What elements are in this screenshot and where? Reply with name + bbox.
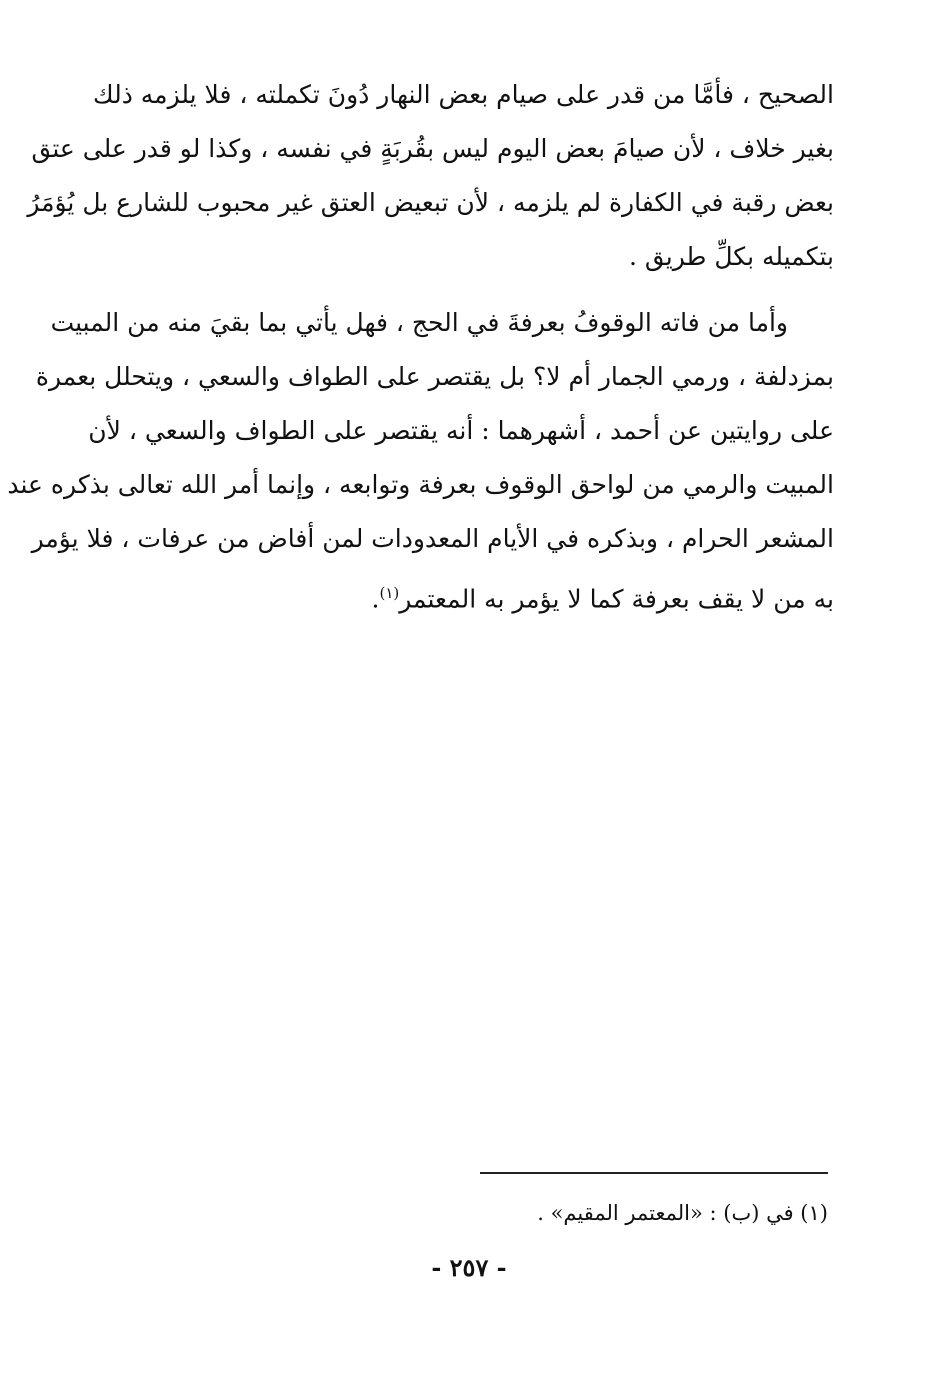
footnote-separator [480, 1172, 828, 1174]
page-number: - ٢٥٧ - [431, 1253, 507, 1282]
text-line: بمزدلفة ، ورمي الجمار أم لا؟ بل يقتصر على الطواف والسعي ، ويتحلل بعمرة [35, 362, 834, 391]
text-line-with-footnote [110, 566, 834, 620]
text-line: بعض رقبة في الكفارة لم يلزمه ، لأن تبعيض العتق غير محبوب للشارع بل يُؤمَرُ [27, 188, 834, 217]
text-line: بتكميله بكلِّ طريق . [629, 242, 834, 271]
footnote: (١) في (ب) : «المعتمر المقيم» . [537, 1201, 828, 1225]
paragraph-1 [27, 68, 834, 284]
text-line: بغير خلاف ، لأن صيامَ بعض اليوم ليس بقُربَةٍ في نفسه ، وكذا لو قدر على عتق [31, 134, 834, 163]
text-line: المشعر الحرام ، وبذكره في الأيام المعدودات لمن أفاض من عرفات ، فلا يؤمر [31, 524, 834, 553]
text-line: الصحيح ، فأمَّا من قدر على صيام بعض النهار دُونَ تكملته ، فلا يلزمه ذلك [93, 80, 834, 109]
line-end-period: . [371, 584, 380, 614]
text-line: على روايتين عن أحمد ، أشهرهما : أنه يقتصر على الطواف والسعي ، لأن [88, 416, 834, 445]
text-line-content: به من لا يقف بعرفة كما لا يؤمر به المعتمر [399, 584, 834, 614]
main-text [7, 68, 834, 620]
paragraph-2 [7, 296, 834, 620]
text-line: وأما من فاته الوقوفُ بعرفةَ في الحج ، فهل يأتي بما بقيَ منه من المبيت [50, 308, 788, 337]
footnote-reference: (١) [379, 584, 400, 602]
text-line: المبيت والرمي من لواحق الوقوف بعرفة وتوابعه ، وإنما أمر الله تعالى بذكره عند [7, 470, 834, 499]
